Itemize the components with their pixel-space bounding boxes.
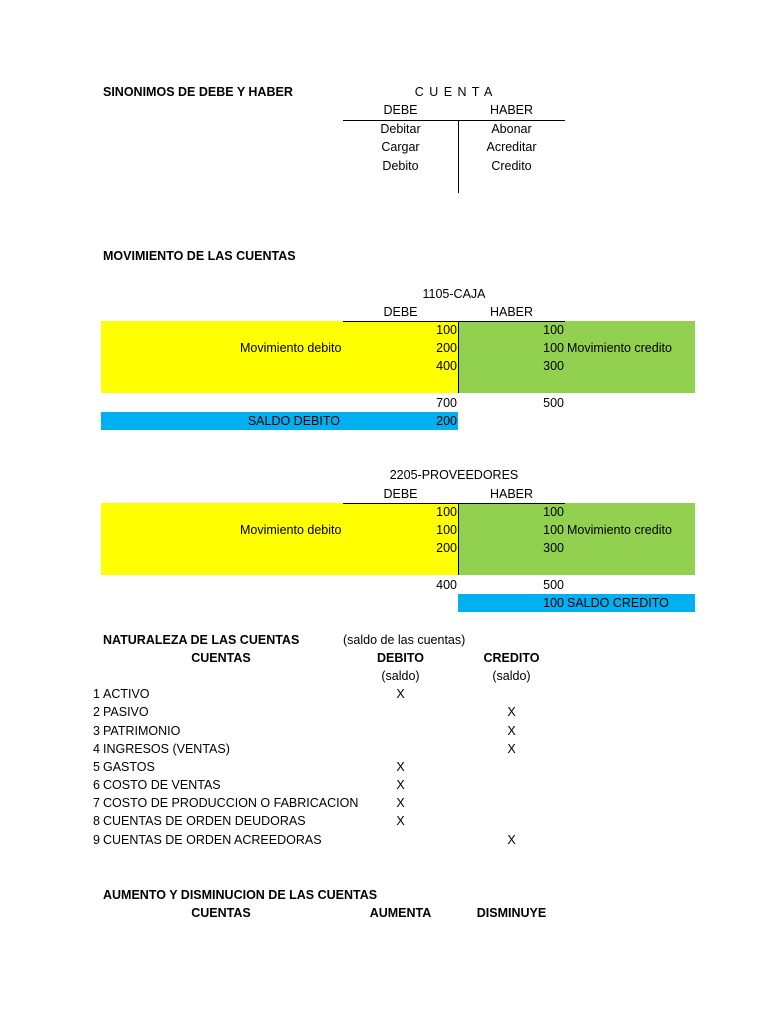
proveedores-debit-value: 200 xyxy=(436,541,457,555)
nature-row-num: 4 xyxy=(93,742,100,756)
nature-credito-saldo: (saldo) xyxy=(492,669,531,683)
nature-row-num: 6 xyxy=(93,778,100,792)
caja-credit-area xyxy=(458,321,695,393)
nature-row-name: PASIVO xyxy=(103,705,149,719)
synonym-haber-3: Credito xyxy=(491,159,532,173)
nature-row-num: 8 xyxy=(93,814,100,828)
caja-haber-header: HABER xyxy=(489,305,534,319)
proveedores-credit-value: 100 xyxy=(543,505,564,519)
nature-row-credito: X xyxy=(507,833,516,847)
nature-debito-saldo: (saldo) xyxy=(381,669,420,683)
nature-row-name: INGRESOS (VENTAS) xyxy=(103,742,230,756)
nature-row-debito: X xyxy=(396,687,405,701)
proveedores-debit-label: Movimiento debito xyxy=(240,523,342,537)
nature-row-num: 9 xyxy=(93,833,100,847)
nature-row-num: 5 xyxy=(93,760,100,774)
caja-debit-label: Movimiento debito xyxy=(240,341,342,355)
nature-row-num: 1 xyxy=(93,687,100,701)
nature-col-cuentas: CUENTAS xyxy=(191,651,251,665)
proveedores-haber-header: HABER xyxy=(489,487,534,501)
nature-title: NATURALEZA DE LAS CUENTAS xyxy=(103,633,300,647)
nature-row-name: COSTO DE PRODUCCION O FABRICACION xyxy=(103,796,359,810)
nature-row-debito: X xyxy=(396,778,405,792)
proveedores-t-vertical xyxy=(458,503,459,575)
synonyms-account-label: C U E N T A xyxy=(414,85,494,99)
proveedores-credit-area xyxy=(458,503,695,575)
nature-row-num: 3 xyxy=(93,724,100,738)
caja-debe-header: DEBE xyxy=(383,305,418,319)
proveedores-total-debit: 400 xyxy=(436,578,457,592)
nature-row-credito: X xyxy=(507,724,516,738)
nature-row-credito: X xyxy=(507,742,516,756)
nature-row-debito: X xyxy=(396,796,405,810)
proveedores-balance-value: 100 xyxy=(543,596,564,610)
proveedores-total-credit: 500 xyxy=(543,578,564,592)
synonyms-haber-header: HABER xyxy=(489,103,534,117)
increase-title: AUMENTO Y DISMINUCION DE LAS CUENTAS xyxy=(103,888,378,902)
proveedores-account-name: 2205-PROVEEDORES xyxy=(389,468,519,482)
proveedores-debe-header: DEBE xyxy=(383,487,418,501)
synonym-debe-3: Debito xyxy=(382,159,419,173)
nature-subtitle: (saldo de las cuentas) xyxy=(343,633,466,647)
nature-row-name: CUENTAS DE ORDEN DEUDORAS xyxy=(103,814,306,828)
increase-col-disminuye: DISMINUYE xyxy=(476,906,547,920)
nature-row-name: CUENTAS DE ORDEN ACREEDORAS xyxy=(103,833,322,847)
increase-col-aumenta: AUMENTA xyxy=(369,906,432,920)
proveedores-credit-value: 300 xyxy=(543,541,564,555)
synonym-haber-1: Abonar xyxy=(491,122,532,136)
nature-row-num: 7 xyxy=(93,796,100,810)
nature-row-debito: X xyxy=(396,814,405,828)
caja-total-debit: 700 xyxy=(436,396,457,410)
caja-credit-value: 100 xyxy=(543,341,564,355)
movement-title: MOVIMIENTO DE LAS CUENTAS xyxy=(103,249,296,263)
caja-credit-label: Movimiento credito xyxy=(567,341,672,355)
nature-row-debito: X xyxy=(396,760,405,774)
caja-debit-value: 200 xyxy=(436,341,457,355)
nature-row-name: COSTO DE VENTAS xyxy=(103,778,221,792)
increase-col-cuentas: CUENTAS xyxy=(191,906,251,920)
synonym-debe-1: Debitar xyxy=(380,122,421,136)
synonym-debe-2: Cargar xyxy=(381,140,420,154)
nature-row-credito: X xyxy=(507,705,516,719)
synonyms-debe-header: DEBE xyxy=(383,103,418,117)
synonyms-title: SINONIMOS DE DEBE Y HABER xyxy=(103,85,293,99)
caja-debit-value: 100 xyxy=(436,323,457,337)
caja-balance-value: 200 xyxy=(436,414,457,428)
proveedores-debit-value: 100 xyxy=(436,523,457,537)
nature-row-name: GASTOS xyxy=(103,760,155,774)
caja-account-name: 1105-CAJA xyxy=(422,287,486,301)
caja-balance-label: SALDO DEBITO xyxy=(247,414,340,428)
nature-row-name: ACTIVO xyxy=(103,687,150,701)
synonym-haber-2: Acreditar xyxy=(486,140,537,154)
caja-credit-value: 100 xyxy=(543,323,564,337)
caja-total-credit: 500 xyxy=(543,396,564,410)
nature-row-name: PATRIMONIO xyxy=(103,724,181,738)
caja-t-vertical xyxy=(458,321,459,393)
proveedores-credit-label: Movimiento credito xyxy=(567,523,672,537)
proveedores-balance-label: SALDO CREDITO xyxy=(567,596,669,610)
proveedores-debit-value: 100 xyxy=(436,505,457,519)
proveedores-credit-value: 100 xyxy=(543,523,564,537)
nature-col-debito: DEBITO xyxy=(377,651,424,665)
caja-debit-value: 400 xyxy=(436,359,457,373)
caja-credit-value: 300 xyxy=(543,359,564,373)
nature-row-num: 2 xyxy=(93,705,100,719)
nature-col-credito: CREDITO xyxy=(483,651,540,665)
